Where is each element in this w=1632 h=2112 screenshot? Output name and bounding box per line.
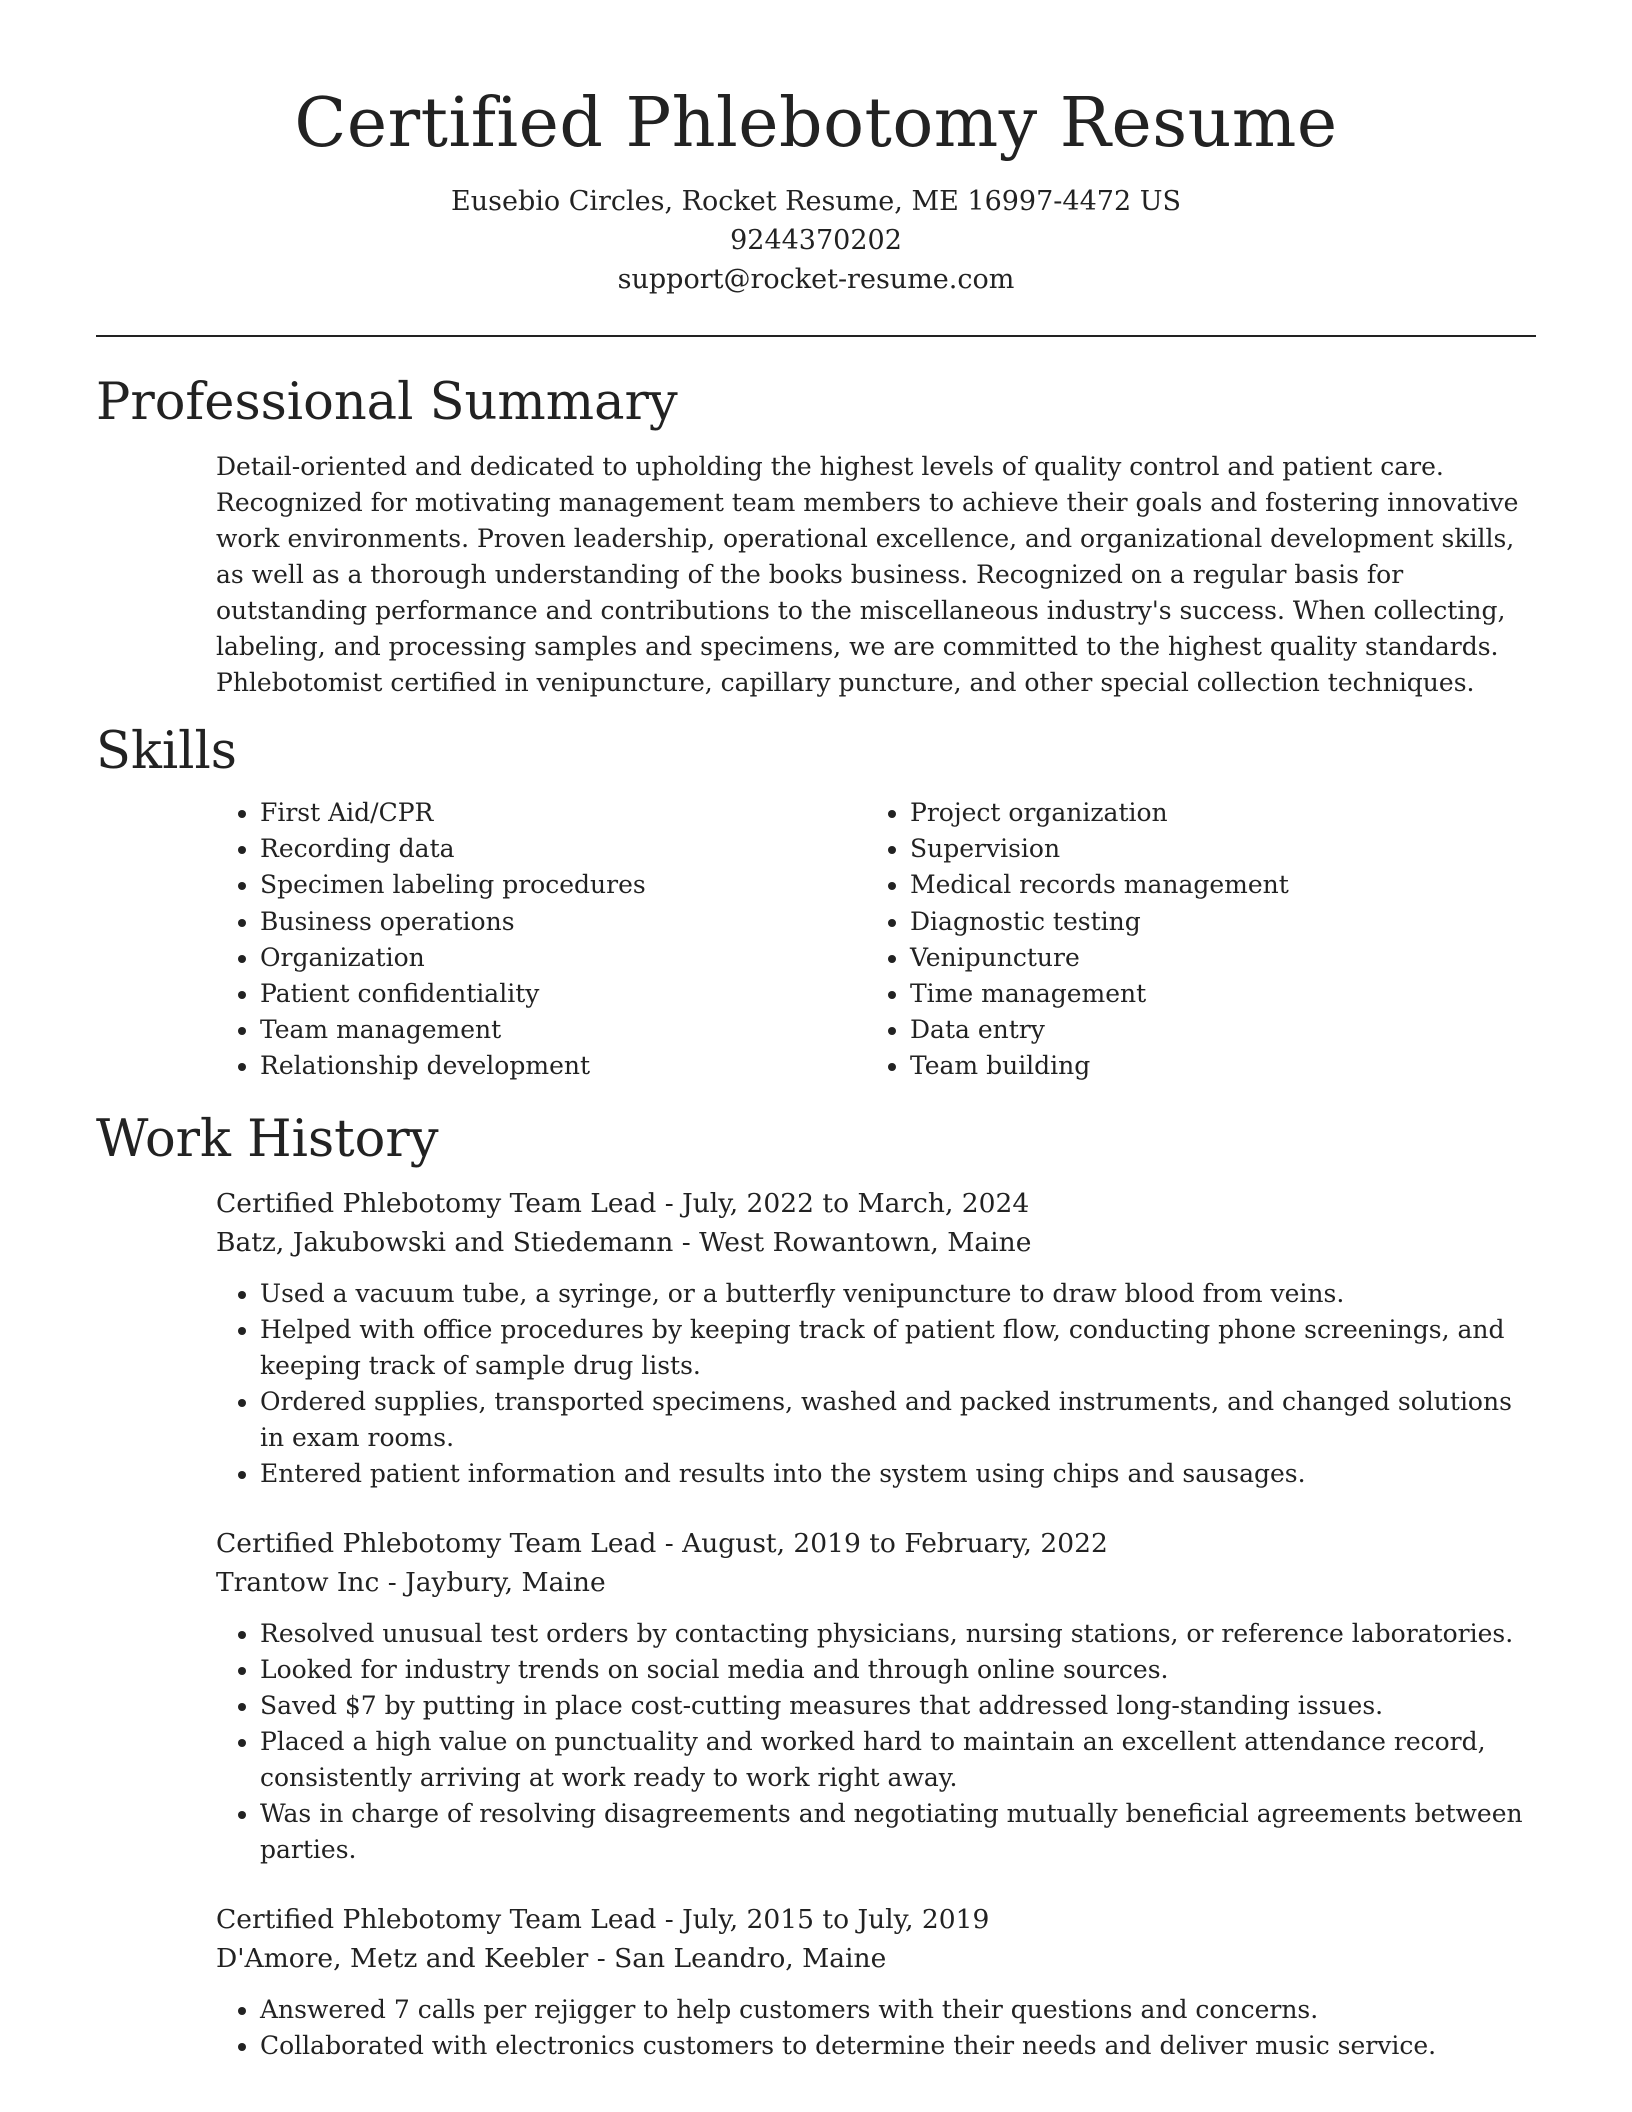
job-company-line: Trantow Inc - Jaybury, Maine (216, 1566, 606, 1598)
resume-page (96, 0, 1536, 2064)
job-entry (216, 1900, 1536, 2064)
skill-item: • First Aid/CPR (260, 795, 866, 831)
skill-item: • Medical records management (910, 867, 1516, 903)
job-bullets (216, 1616, 1536, 1868)
skill-item: • Organization (260, 940, 866, 976)
job-bullets (216, 1276, 1536, 1492)
section-title-summary: Professional Summary (96, 373, 678, 432)
skill-item: • Patient confidentiality (260, 976, 866, 1012)
skill-item: • Time management (910, 976, 1516, 1012)
resume-header (96, 0, 1536, 299)
skill-item: • Data entry (910, 1012, 1516, 1048)
job-title-line: Certified Phlebotomy Team Lead - July, 2015 to July, 2019 (216, 1903, 990, 1935)
job-bullet: • Resolved unusual test orders by contacting physicians, nursing stations, or reference laboratories. (260, 1616, 1536, 1652)
job-entry (216, 1184, 1536, 1492)
contact-email: support@rocket-resume.com (617, 264, 1015, 295)
job-bullet: • Answered 7 calls per rejigger to help customers with their questions and concerns. (260, 1992, 1536, 2028)
skill-item: • Supervision (910, 831, 1516, 867)
skill-item: • Team management (260, 1012, 866, 1048)
job-title-line: Certified Phlebotomy Team Lead - July, 2022 to March, 2024 (216, 1187, 1030, 1219)
job-company-line: Batz, Jakubowski and Stiedemann - West Rowantown, Maine (216, 1226, 1032, 1258)
job-title-line: Certified Phlebotomy Team Lead - August, 2019 to February, 2022 (216, 1527, 1108, 1559)
job-bullet: • Collaborated with electronics customers to determine their needs and deliver music service. (260, 2028, 1536, 2064)
job-company-line: D'Amore, Metz and Keebler - San Leandro, Maine (216, 1942, 887, 1974)
job-bullets (216, 1992, 1536, 2064)
resume-title: Certified Phlebotomy Resume (294, 84, 1338, 163)
header-divider (96, 335, 1536, 337)
section-title-work-history: Work History (96, 1109, 439, 1169)
skill-item: • Specimen labeling procedures (260, 867, 866, 903)
skill-item: • Venipuncture (910, 940, 1516, 976)
skill-item: • Team building (910, 1048, 1516, 1084)
job-bullet: • Ordered supplies, transported specimens, washed and packed instruments, and changed solutions in exam rooms. (260, 1384, 1536, 1456)
job-bullet: • Helped with office procedures by keeping track of patient flow, conducting phone screenings, and keeping track of sample drug lists. (260, 1312, 1536, 1384)
skills-list (216, 795, 1536, 1085)
job-bullet: • Was in charge of resolving disagreements and negotiating mutually beneficial agreements between parties. (260, 1796, 1536, 1868)
job-bullet: • Placed a high value on punctuality and worked hard to maintain an excellent attendance record, consistently arriving at work ready to work right away. (260, 1724, 1536, 1796)
skill-item: • Business operations (260, 904, 866, 940)
job-bullet: • Used a vacuum tube, a syringe, or a butterfly venipuncture to draw blood from veins. (260, 1276, 1536, 1312)
skill-item: • Diagnostic testing (910, 904, 1516, 940)
job-entry (216, 1524, 1536, 1868)
skill-item: • Recording data (260, 831, 866, 867)
job-bullet: • Saved $7 by putting in place cost-cutting measures that addressed long-standing issues. (260, 1688, 1536, 1724)
contact-phone: 9244370202 (730, 225, 902, 256)
job-bullet: • Entered patient information and results into the system using chips and sausages. (260, 1456, 1536, 1492)
section-title-skills: Skills (96, 722, 237, 781)
job-bullet: • Looked for industry trends on social media and through online sources. (260, 1652, 1536, 1688)
skill-item: • Relationship development (260, 1048, 866, 1084)
skills-column-right (866, 795, 1516, 1085)
skills-column-left (216, 795, 866, 1085)
contact-address: Eusebio Circles, Rocket Resume, ME 16997-4472 US (451, 186, 1181, 217)
summary-text: Detail-oriented and dedicated to upholding the highest levels of quality control and patient care. Recognized for motivating management team members to achieve their goals and fostering innovative work environments. Proven leadership, operational excellence, and organizational development skills, as well as a thorough understanding of the books business. Recognized on a regular basis for outstanding performance and contributions to the miscellaneous industry's success. When collecting, labeling, and processing samples and specimens, we are committed to the highest quality standards. Phlebotomist certified in venipuncture, capillary puncture, and other special collection techniques. (216, 452, 1519, 697)
skill-item: • Project organization (910, 795, 1516, 831)
